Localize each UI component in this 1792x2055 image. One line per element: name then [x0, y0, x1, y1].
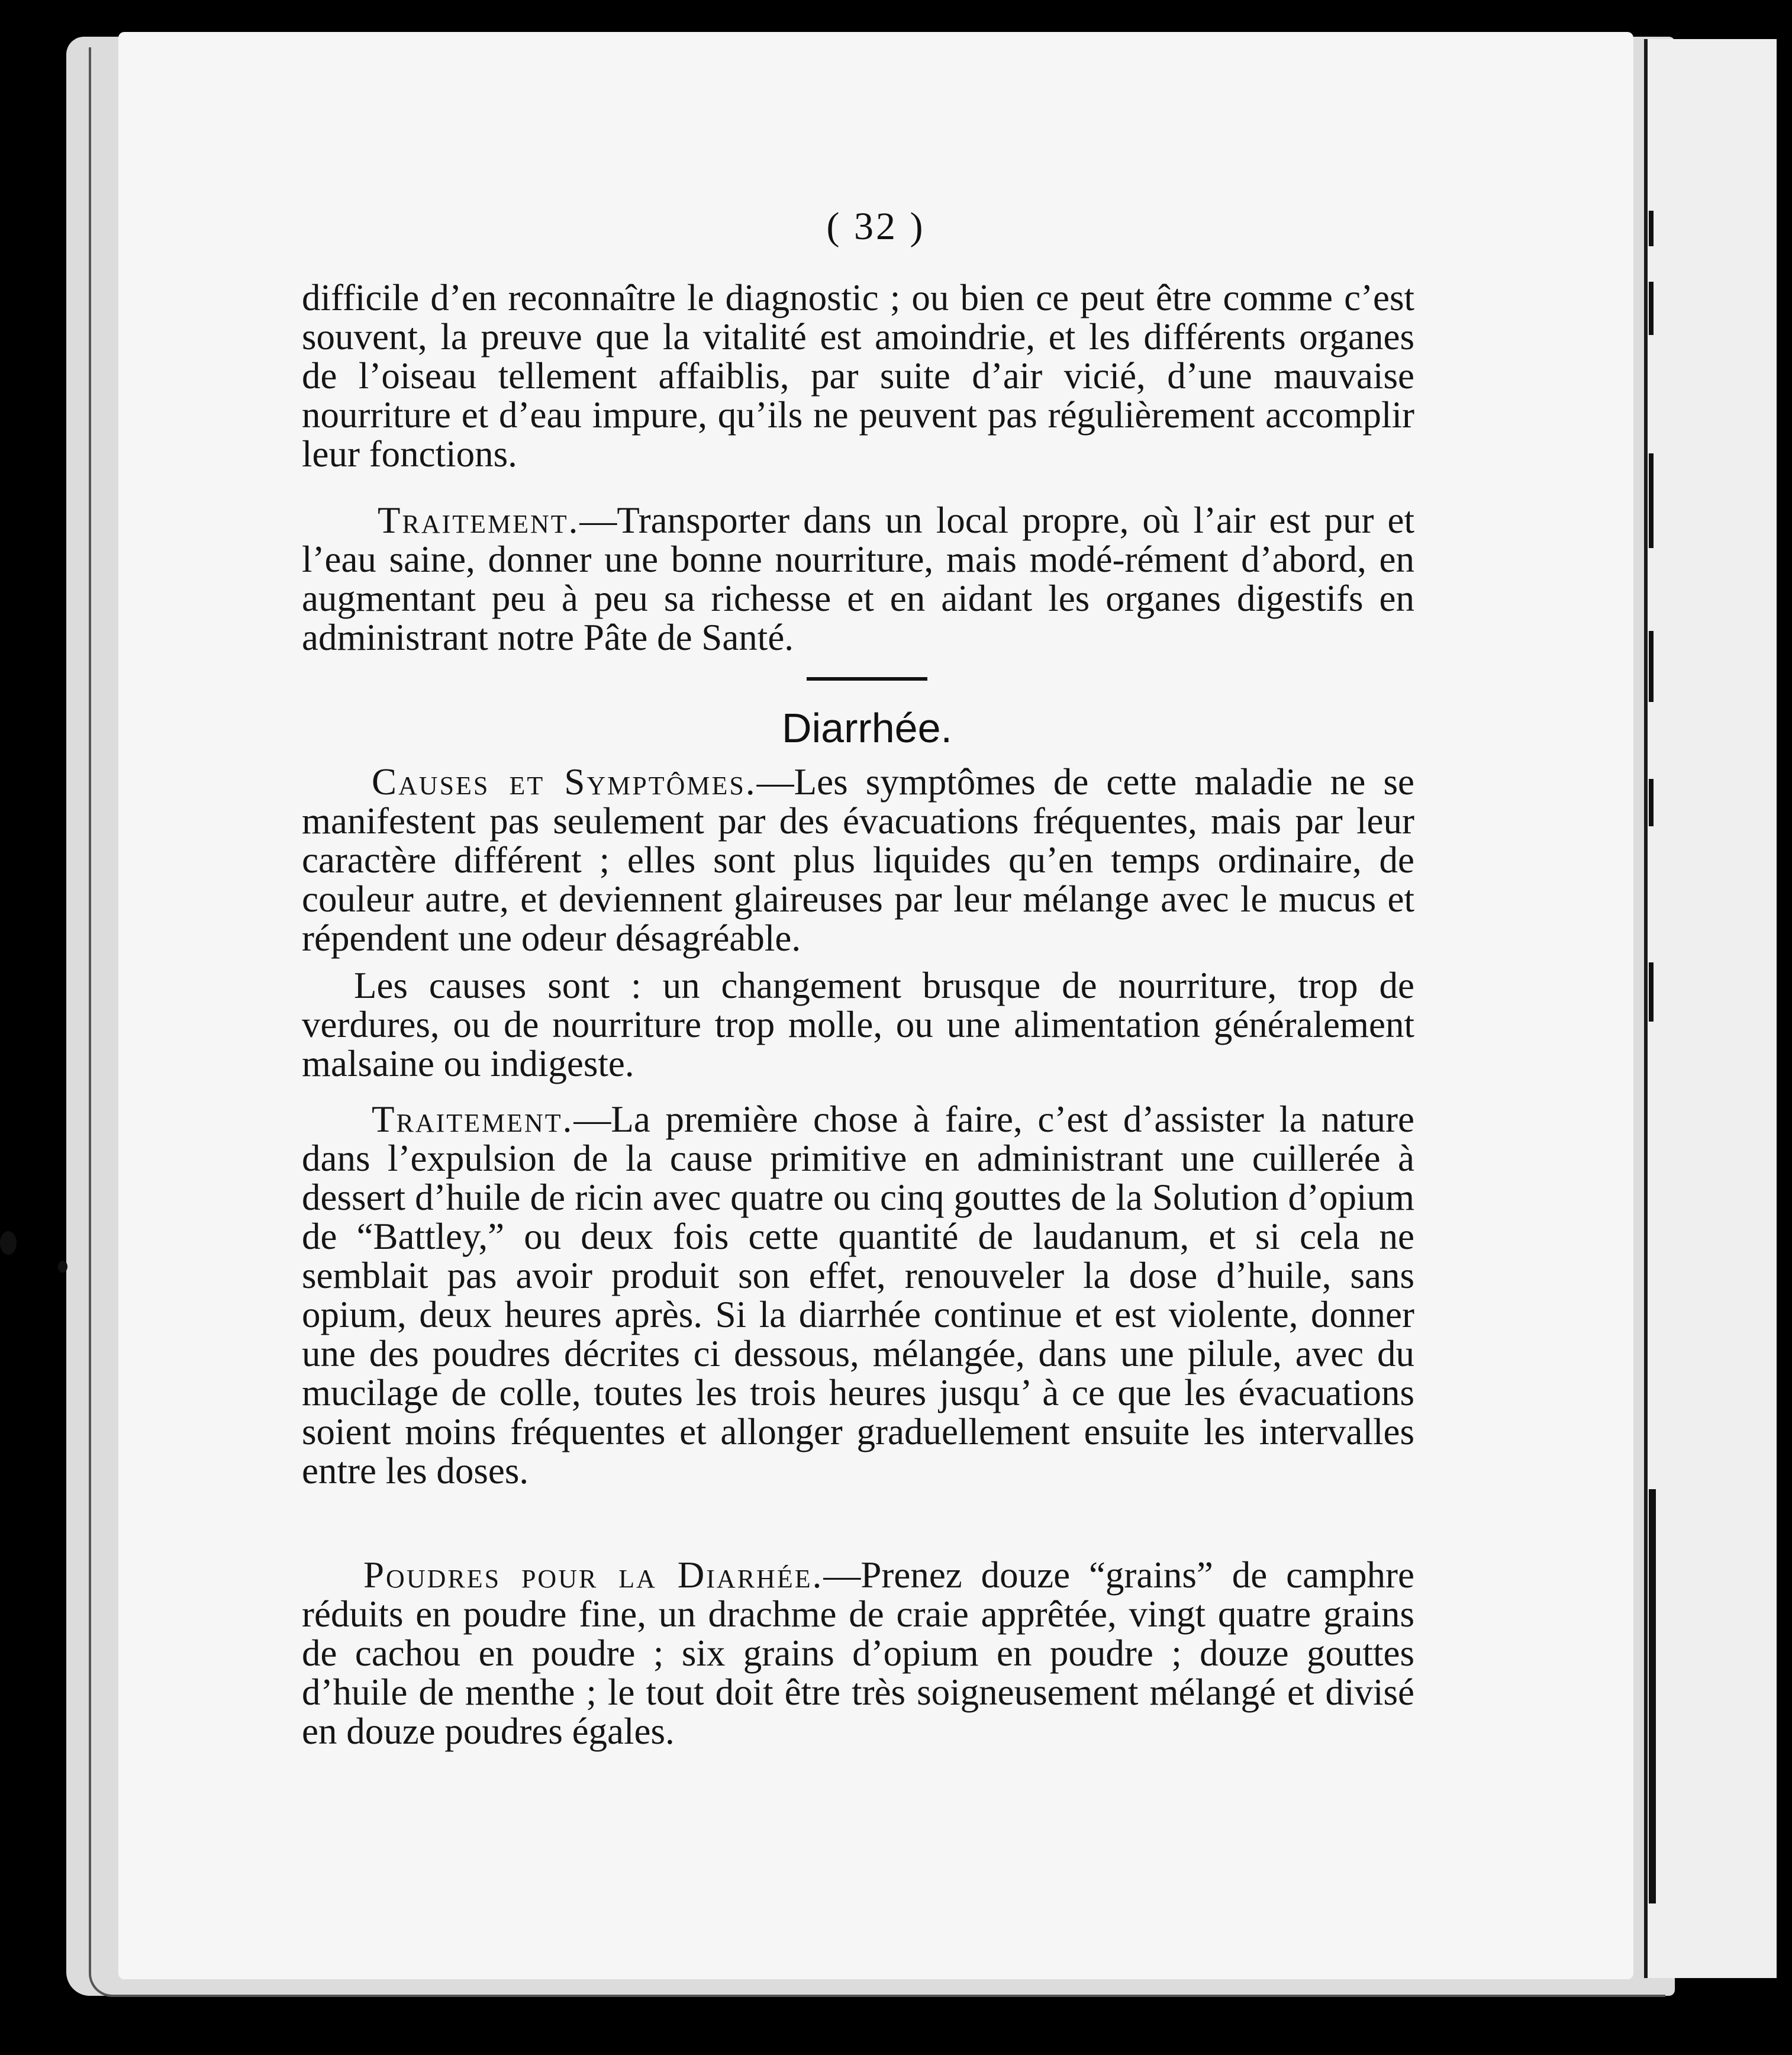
paragraph-lead: Poudres pour la Diarhée. [363, 1554, 824, 1596]
section-divider [807, 677, 927, 681]
paragraph-traitement-1 [302, 501, 1414, 657]
ink-mark [1649, 1489, 1656, 1903]
paragraph-body: —Transporter dans un local propre, où l’air est pur et l’eau saine, donner une bonne nourriture, mais modé-rément d’abord, en augmentant peu à peu sa richesse et en aidant les organes digestifs en administrant notre Pâte de Santé. [302, 500, 1414, 658]
paragraph-body: difficile d’en reconnaître le diagnostic ; ou bien ce peut être comme c’est souvent, la preuve que la vitalité est amoindrie, et les différents organes de l’oiseau tellement affaiblis, par suite d’air vicié, d’une mauvaise nourriture et d’eau impure, qu’ils ne peuvent pas régulièrement accomplir leur fonctions. [302, 277, 1414, 475]
ink-mark [1649, 211, 1654, 246]
paragraph-poudres [302, 1555, 1414, 1751]
section-heading: Diarrhée. [782, 705, 952, 751]
facing-page-edge [1644, 39, 1777, 1978]
ink-mark [1649, 631, 1654, 702]
paragraph-les-causes [302, 966, 1414, 1083]
ink-mark [1649, 779, 1654, 826]
paragraph-lead: Traitement. [378, 500, 580, 541]
paragraph-body: —La première chose à faire, c’est d’assister la nature dans l’expulsion de la cause primitive en administrant une cuillerée à dessert d’huile de ricin avec quatre ou cinq gouttes de la Solution d’opium de “Battley,” ou deux fois cette quantité de laudanum, et si cela ne semblait pas avoir produit son effet, renouveler la dose d’huile, sans opium, deux heures après. Si la diarrhée continue et est violente, donner une des poudres décrites ci dessous, mélangée, dans une pilule, avec du mucilage de colle, toutes les trois heures jusqu’ à ce que les évacuations soient moins fréquentes et allonger graduellement ensuite les intervalles entre les doses. [302, 1099, 1414, 1492]
ink-blot [0, 1231, 17, 1255]
ink-mark [1649, 962, 1654, 1022]
paragraph-body: —Prenez douze “grains” de camphre réduits en poudre fine, un drachme de craie apprêtée, vingt quatre grains de cachou en poudre ; six grains d’opium en poudre ; douze gouttes d’huile de menthe ; le tout doit être très soigneusement mélangé et divisé en douze poudres égales. [302, 1554, 1414, 1752]
paragraph-body: Les causes sont : un changement brusque de nourriture, trop de verdures, ou de nourriture trop molle, ou une alimentation généralement malsaine ou indigeste. [302, 965, 1414, 1084]
ink-mark [1649, 453, 1654, 548]
paragraph-causes [302, 762, 1414, 958]
paragraph-traitement-2 [302, 1100, 1414, 1490]
ink-mark [1649, 282, 1654, 335]
paragraph-lead: Traitement. [372, 1099, 574, 1140]
ink-blot [58, 1261, 67, 1273]
page-number: ( 32 ) [826, 205, 926, 248]
paragraph-intro [302, 278, 1414, 474]
paragraph-body: —Les symptômes de cette maladie ne se manifestent pas seulement par des évacuations fréquentes, mais par leur caractère différent ; elles sont plus liquides qu’en temps ordinaire, de couleur autre, et deviennent glaireuses par leur mélange avec le mucus et répendent une odeur désagréable. [302, 761, 1414, 959]
paragraph-lead: Causes et Symptômes. [372, 761, 757, 803]
